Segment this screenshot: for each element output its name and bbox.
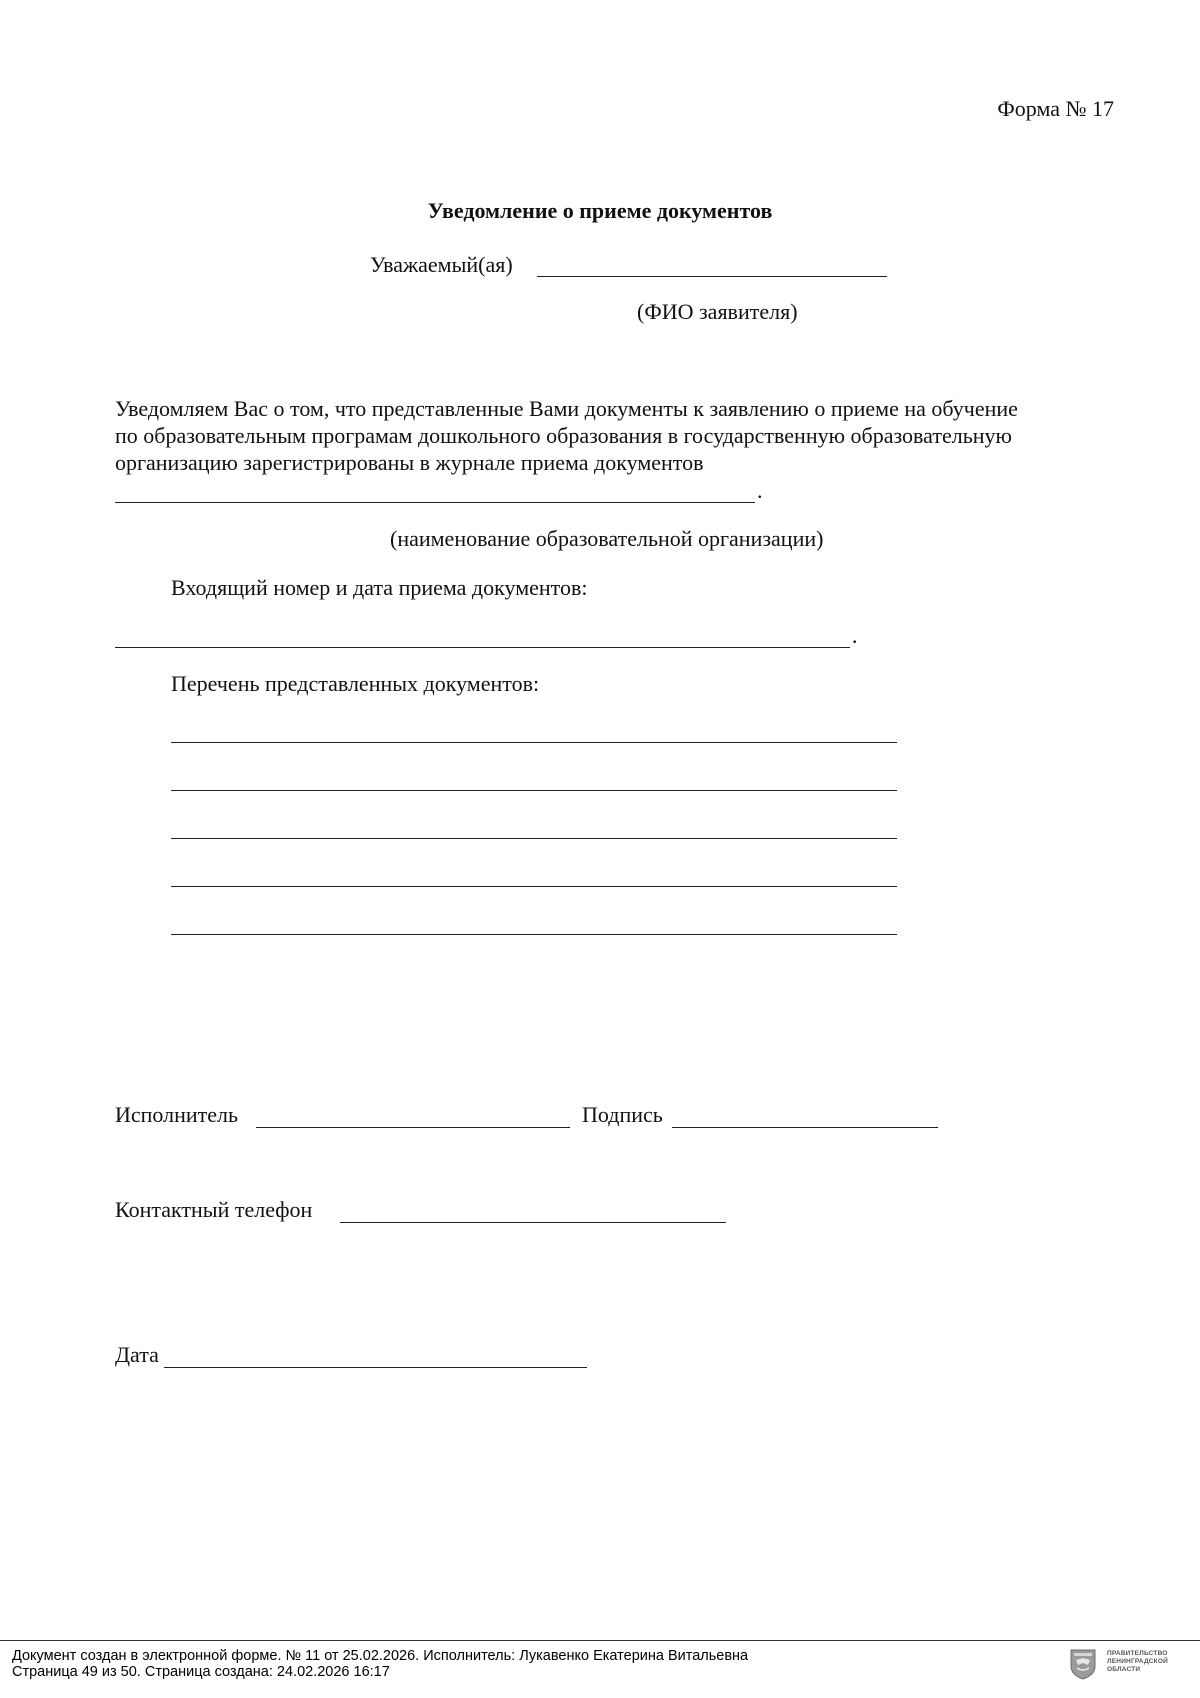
period: . [852,623,858,648]
signature-line[interactable] [672,1127,938,1128]
documents-list-line[interactable] [171,886,897,887]
government-emblem-icon [1069,1648,1097,1680]
logo-text-line: ЛЕНИНГРАДСКОЙ [1107,1658,1168,1665]
organization-line[interactable] [115,502,755,503]
phone-label: Контактный телефон [115,1197,313,1222]
executor-line[interactable] [256,1127,570,1128]
footer-line-1: Документ создан в электронной форме. № 11 от 25.02.2026. Исполнитель: Лукавенко Екатерина Витальевна [12,1648,749,1664]
paragraph-line: Уведомляем Вас о том, что представленные Вами документы к заявлению о приеме на обучение [115,396,1018,421]
fio-caption: (ФИО заявителя) [637,299,798,324]
executor-label: Исполнитель [115,1102,239,1127]
form-number: Форма № 17 [997,96,1114,121]
notification-paragraph [115,395,1135,476]
phone-line[interactable] [340,1222,726,1223]
footer-divider [0,1640,1200,1641]
documents-list-label: Перечень представленных документов: [171,671,540,696]
organization-caption: (наименование образовательной организации) [390,526,824,551]
date-line[interactable] [164,1367,587,1368]
incoming-number-label: Входящий номер и дата приема документов: [171,575,588,600]
documents-list-line[interactable] [171,838,897,839]
logo-text-line: ПРАВИТЕЛЬСТВО [1107,1650,1168,1657]
government-logo-text [1107,1650,1168,1674]
date-label: Дата [115,1342,159,1367]
paragraph-line: организацию зарегистрированы в журнале приема документов [115,450,704,475]
documents-list-line[interactable] [171,934,897,935]
applicant-name-line[interactable] [537,276,887,277]
footer-line-2: Страница 49 из 50. Страница создана: 24.02.2026 16:17 [12,1664,390,1680]
incoming-number-line[interactable] [115,647,850,648]
signature-label: Подпись [582,1102,663,1127]
logo-text-line: ОБЛАСТИ [1107,1666,1141,1673]
footer-text [12,1648,748,1680]
period: . [757,478,763,503]
documents-list-line[interactable] [171,742,897,743]
documents-list-line[interactable] [171,790,897,791]
paragraph-line: по образовательным програмам дошкольного образования в государственную образовательную [115,423,1012,448]
document-title: Уведомление о приеме документов [427,198,773,223]
salutation-label: Уважаемый(ая) [370,252,513,277]
